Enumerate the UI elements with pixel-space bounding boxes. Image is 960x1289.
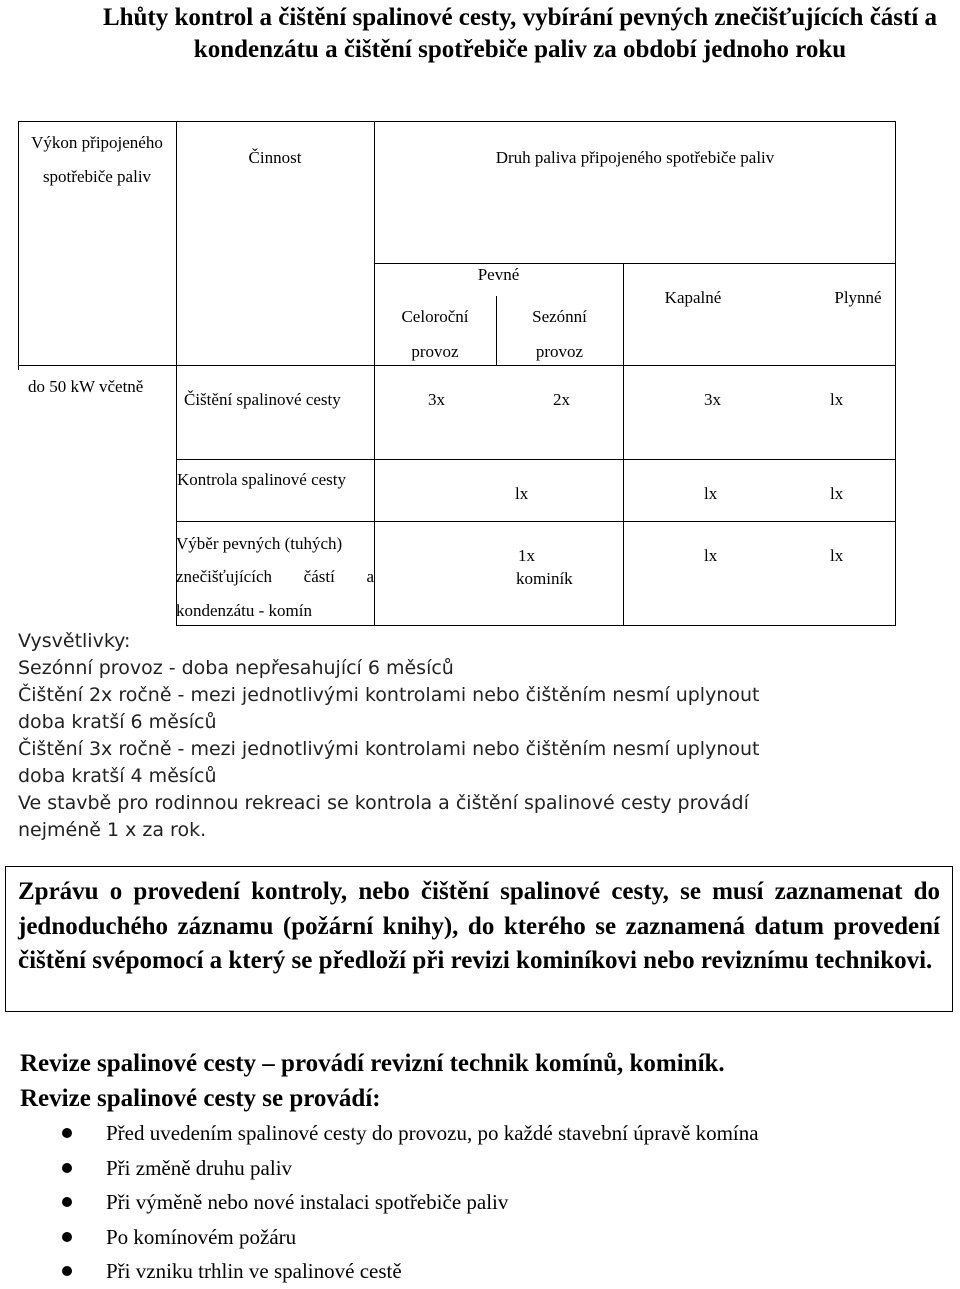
revision-subheading: Revize spalinové cesty se provádí: [20,1085,381,1112]
row3-solid-line2: kominík [516,569,573,588]
row3-activity-line3: kondenzátu - komín [176,601,312,620]
legend [18,628,948,844]
table-divider-row2-bottom [176,521,896,522]
legend-line: doba kratší 4 měsíců [18,765,217,787]
row1-liquid: 3x [704,390,721,409]
revision-heading: Revize spalinové cesty – provádí revizní technik komínů, kominík. [20,1050,725,1077]
record-note-box [5,866,953,1012]
header-gas: Plynné [834,288,882,307]
row2-gas: lx [830,484,844,503]
header-year-round-line2: provoz [411,342,459,361]
table-divider-row1-bottom [176,459,896,460]
row3-activity-line2: znečišťujících částí a [176,567,374,586]
bullet-icon [62,1128,72,1138]
header-solid: Pevné [477,265,520,284]
list-item [60,1185,940,1220]
row1-seasonal: 2x [553,390,570,409]
page-title: Lhůty kontrol a čištění spalinové cesty, vybírání pevných znečišťujících částí a kondenzátu a čištění spotřebiče paliv za období jednoho roku [102,4,938,63]
table-divider-col2 [374,121,375,626]
list-item [60,1151,940,1186]
header-year-round-line1: Celoroční [401,307,469,326]
row1-gas: lx [830,390,844,409]
row2-liquid: lx [704,484,718,503]
legend-line: Čištění 3x ročně - mezi jednotlivými kontrolami nebo čištěním nesmí uplynout [18,738,760,760]
header-liquid: Kapalné [664,288,722,307]
header-fuel-type: Druh paliva připojeného spotřebiče paliv [495,148,775,167]
bullet-icon [62,1163,72,1173]
header-power-line2: spotřebiče paliv [42,167,152,186]
table-border-right [895,121,896,626]
header-seasonal-line2: provoz [535,342,584,361]
table-divider-pevne-liquid [623,263,624,626]
legend-line: Čištění 2x ročně - mezi jednotlivými kontrolami nebo čištěním nesmí uplynout [18,684,760,706]
list-item-text: Před uvedením spalinové cesty do provozu, po každé stavební úpravě komína [106,1121,759,1145]
legend-line: doba kratší 6 měsíců [18,711,217,733]
revision-list [60,1116,940,1289]
table-border-bottom [176,625,896,626]
table-divider-fuel-types [374,263,896,264]
table-border-top [18,121,896,122]
row3-liquid: lx [704,546,718,565]
legend-line: Ve stavbě pro rodinnou rekreaci se kontrola a čištění spalinové cesty provádí [18,792,749,814]
row1-activity: Čištění spalinové cesty [184,390,341,409]
list-item [60,1116,940,1151]
list-item-text: Při výměně nebo nové instalaci spotřebiče paliv [106,1190,509,1215]
list-item [60,1220,940,1255]
row3-solid-line1: 1x [518,546,535,565]
list-item-text: Po komínovém požáru [106,1224,297,1249]
power-class-label: do 50 kW včetně [28,377,144,396]
list-item-text: Při vzniku trhlin ve spalinové cestě [106,1259,402,1284]
row1-year-round: 3x [428,390,445,409]
bullet-icon [62,1266,72,1276]
legend-line: Sezónní provoz - doba nepřesahující 6 měsíců [18,657,454,679]
legend-line: nejméně 1 x za rok. [18,819,207,841]
list-item-text: Při změně druhu paliv [106,1155,293,1180]
bullet-icon [62,1197,72,1207]
table-divider-header-bottom [18,365,896,366]
record-note-text: Zprávu o provedení kontroly, nebo čištění spalinové cesty, se musí zaznamenat do jednoduchého záznamu (požární knihy), do kterého se zaznamená datum provedení čištění svépomocí a který se předloží při revizi kominíkovi nebo reviznímu technikovi. [18,878,940,974]
list-item [60,1254,940,1289]
table-border-left [18,121,19,370]
inspection-interval-table [0,0,960,640]
legend-heading: Vysvětlivky: [18,630,131,652]
row3-activity-line1: Výběr pevných (tuhých) [176,534,343,553]
row2-solid: lx [515,484,529,503]
bullet-icon [62,1232,72,1242]
header-power-line1: Výkon připojeného [31,133,163,152]
row2-activity: Kontrola spalinové cesty [177,470,347,489]
header-activity: Činnost [248,148,302,167]
header-seasonal-line1: Sezónní [532,307,587,326]
row3-gas: lx [830,546,844,565]
